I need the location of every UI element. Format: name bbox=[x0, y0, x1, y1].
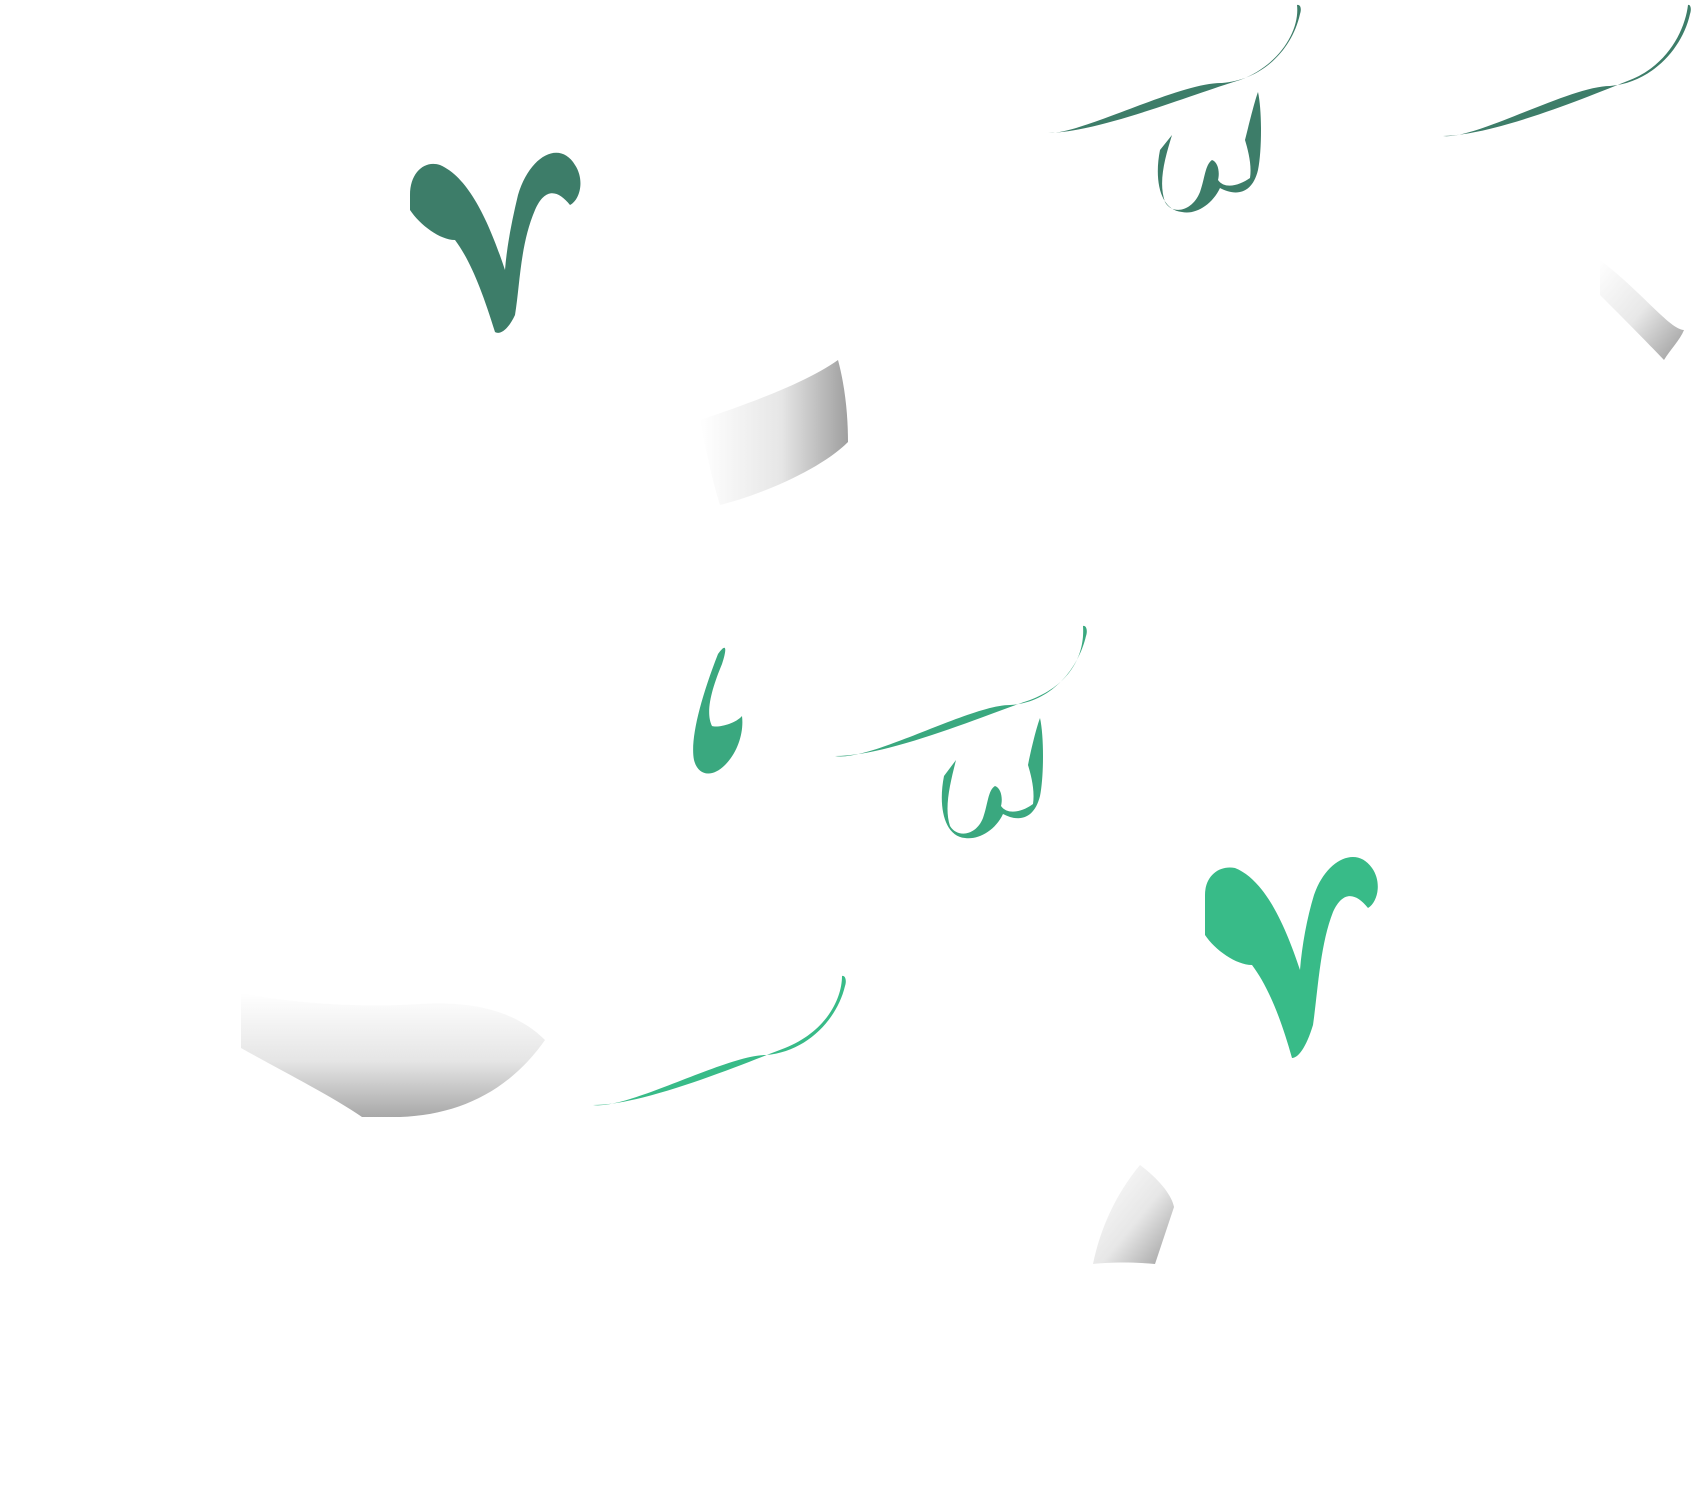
paper-curl-shadow-icon bbox=[1600, 260, 1684, 360]
arabic-numeral-seven-icon bbox=[1205, 857, 1378, 1058]
arabic-kashida-stroke-icon bbox=[835, 626, 1087, 757]
paper-curl-shadow-icon bbox=[700, 360, 848, 505]
arabic-numeral-seven-icon bbox=[410, 153, 580, 333]
arabic-seen-letter-icon bbox=[1158, 92, 1261, 213]
arabic-kashida-stroke-icon bbox=[1443, 5, 1691, 136]
arabic-alif-hamza-icon bbox=[693, 648, 742, 774]
arabic-kashida-stroke-icon bbox=[593, 976, 846, 1105]
paper-curl-shadow-icon bbox=[241, 993, 545, 1117]
arabic-kashida-stroke-icon bbox=[1048, 5, 1301, 133]
paper-curl-shadow-icon bbox=[1093, 1165, 1174, 1264]
arabic-seen-letter-icon bbox=[942, 718, 1043, 838]
